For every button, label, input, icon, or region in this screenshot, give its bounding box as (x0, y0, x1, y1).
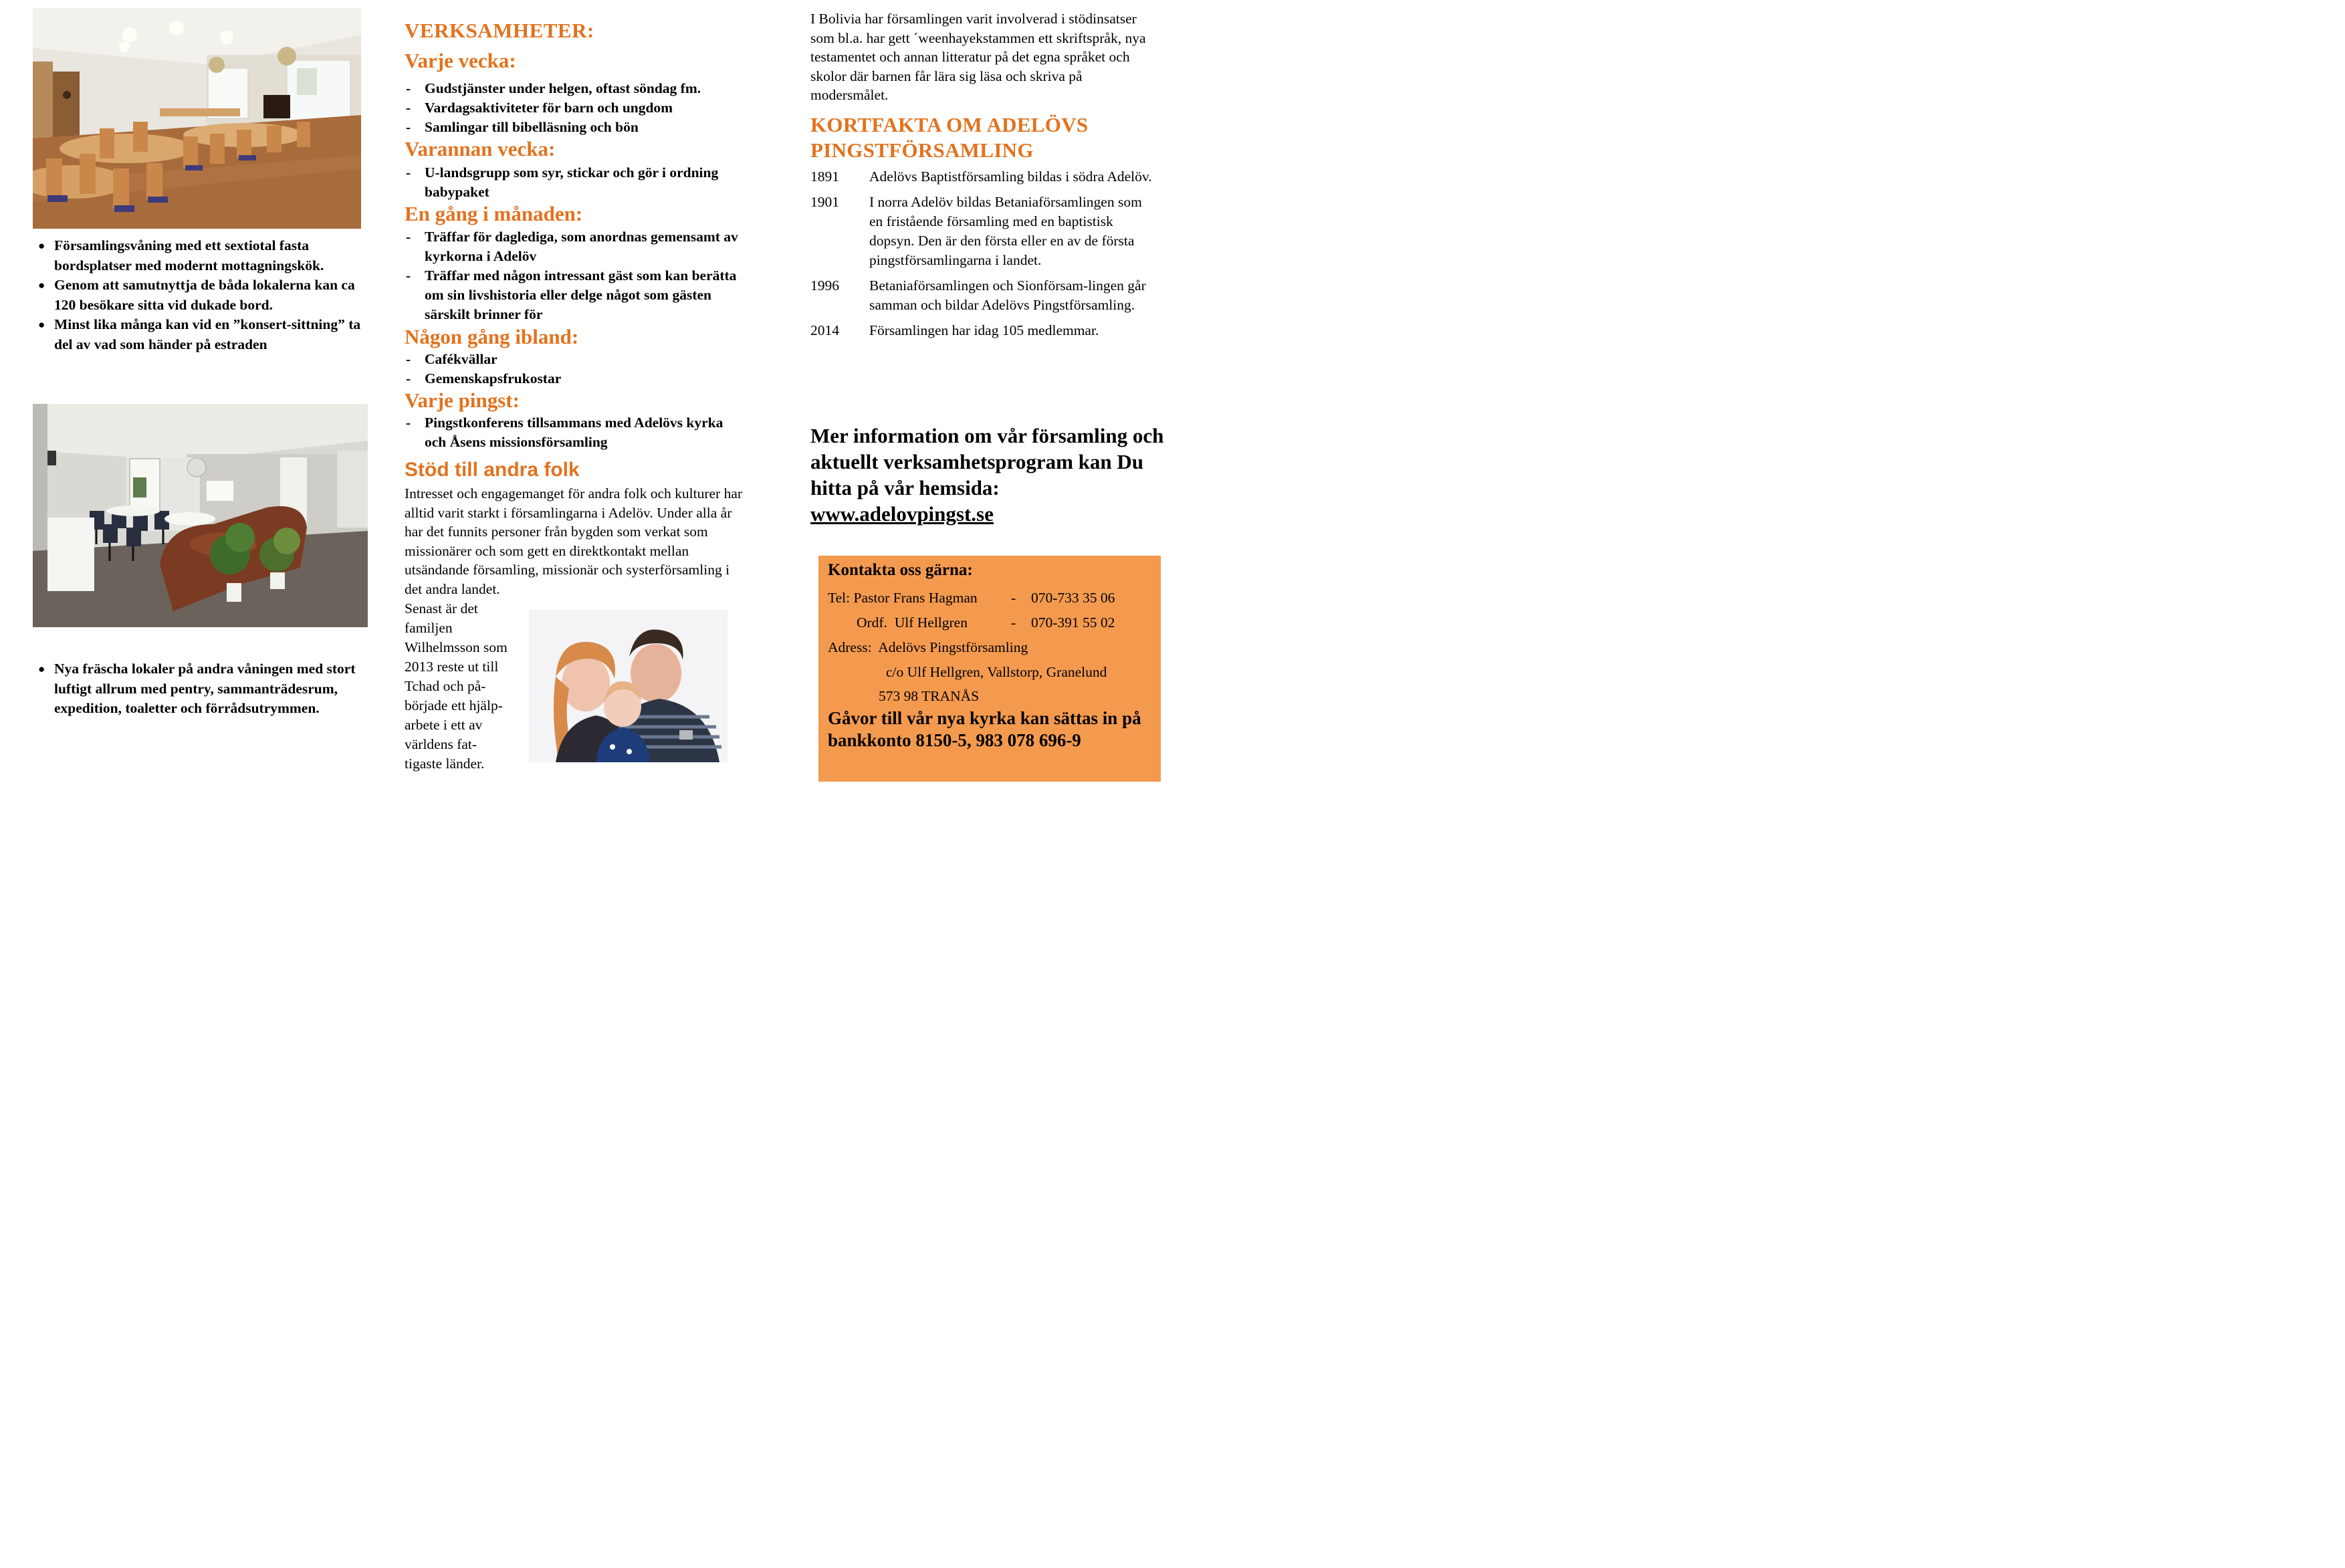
timeline-text: Församlingen har idag 105 medlemmar. (869, 322, 1099, 338)
section-title-monthly: En gång i månaden: (405, 202, 583, 225)
timeline-row (810, 167, 1158, 187)
timeline-year: 1891 (810, 169, 839, 185)
facts-heading-line2: PINGSTFÖRSAMLING (810, 138, 1034, 162)
narrow-paragraph-line: Senast är det (405, 600, 478, 617)
narrow-paragraph-line: Tchad och på- (405, 678, 486, 694)
wilhelmsson-paragraph (405, 599, 532, 774)
list-item: ● Nya fräscha lokaler på andra våningen med stort luftigt allrum med pentry, sammanträdesrum, expedition, toaletter och förrådsutrymmen. (38, 661, 356, 716)
list-item: ● Minst lika många kan vid en ”konsert-sittning” ta del av vad som händer på estraden (38, 316, 361, 352)
brochure-page (0, 0, 1173, 784)
support-heading: Stöd till andra folk (405, 459, 580, 481)
gift-info: Gåvor till vår nya kyrka kan sättas in på bankkonto 8150-5, 983 078 696-9 (828, 708, 1141, 750)
family-photo (529, 610, 728, 762)
narrow-paragraph-line: tigaste länder. (405, 756, 485, 772)
support-paragraph: Intresset och engagemanget för andra folk och kulturer har alltid varit starkt i församlingarna i Adelöv. Under alla år har det funnits personer från bygden som verkat som missionärer och som gett en direktkontakt mellan utsändande församling, missionär och systerförsamling i det andra landet. (405, 485, 743, 597)
timeline-year: 1901 (810, 194, 839, 210)
list-item: - U-landsgrupp som syr, stickar och gör i ordning babypaket (406, 164, 719, 200)
narrow-paragraph-line: började ett hjälp- (405, 697, 503, 713)
address-line3: 573 98 TRANÅS (879, 688, 980, 704)
section-title-pentecost: Varje pingst: (405, 388, 520, 412)
ordf-label: Ordf. Ulf Hellgren (857, 614, 968, 631)
section-title-weekly: Varje vecka: (405, 49, 516, 72)
narrow-paragraph-line: Wilhelmsson som (405, 639, 508, 655)
list-item: ● Församlingsvåning med ett sextiotal fasta bordsplatser med modernt mottagningskök. (38, 237, 324, 273)
address-line2: c/o Ulf Hellgren, Vallstorp, Granelund (886, 664, 1107, 680)
address-label: Adress: Adelövs Pingstförsamling (828, 639, 1028, 655)
bullet-icon: ● (38, 239, 45, 252)
timeline-text: Adelövs Baptistförsamling bildas i södra Adelöv. (869, 169, 1152, 185)
ordf-separator: - (1011, 614, 1016, 631)
tel-label: Tel: Pastor Frans Hagman (828, 590, 978, 606)
narrow-paragraph-line: familjen (405, 620, 453, 636)
list-item: ● Genom att samutnyttja de båda lokalerna kan ca 120 besökare sitta vid dukade bord. (38, 277, 355, 313)
tel-number[interactable]: 070-733 35 06 (1031, 590, 1115, 606)
timeline-row (810, 193, 1158, 270)
second-floor-features-list (34, 659, 375, 719)
timeline-year: 1996 (810, 277, 839, 294)
section-title-occasionally: Någon gång ibland: (405, 325, 579, 348)
more-info-text: Mer information om vår församling och aktuellt verksamhetsprogram kan Du hitta på vår hemsida: (810, 424, 1164, 499)
facts-heading-line1: KORTFAKTA OM ADELÖVS (810, 113, 1089, 136)
section-title-biweekly: Varannan vecka: (405, 137, 556, 160)
website-link[interactable]: www.adelovpingst.se (810, 502, 994, 526)
list-item: - Pingstkonferens tillsammans med Adelövs kyrka och Åsens missionsförsamling (406, 415, 723, 450)
bolivia-paragraph: I Bolivia har församlingen varit involverad i stödinsatser som bl.a. har gett ´weenhayekstammen ett skriftspråk, nya testamentet och annan litteratur på det egna språket och skolor där barnen får lära sig läsa och skriva på modersmålet. (810, 11, 1146, 103)
timeline-row (810, 321, 1158, 340)
weekly-list (405, 79, 752, 137)
occasional-list (405, 350, 739, 388)
ordf-number[interactable]: 070-391 55 02 (1031, 614, 1115, 631)
monthly-list (405, 227, 739, 324)
hall-features-list (34, 236, 368, 354)
lounge-photo (33, 404, 368, 627)
bullet-icon: ● (38, 318, 45, 331)
history-timeline (810, 167, 1158, 346)
list-item: - Cafékvällar (406, 351, 497, 367)
list-item: - Träffar för daglediga, som anordnas gemensamt av kyrkorna i Adelöv (406, 229, 738, 264)
bullet-icon: ● (38, 279, 45, 292)
timeline-text: I norra Adelöv bildas Betaniaförsamlingen som en fristående församling med en baptistisk dopsyn. Den är den första eller en av de första pingstförsamlingarna i landet. (869, 194, 1142, 268)
more-info-block (810, 423, 1171, 527)
list-item: - Gudstjänster under helgen, oftast söndag fm. (406, 80, 701, 96)
timeline-year: 2014 (810, 322, 839, 338)
pentecost-list (405, 413, 739, 452)
church-hall-photo (33, 8, 361, 229)
narrow-paragraph-line: 2013 reste ut till (405, 659, 499, 675)
narrow-paragraph-line: arbete i ett av (405, 717, 483, 733)
narrow-paragraph-line: världens fat- (405, 736, 477, 752)
activities-heading: VERKSAMHETER: (405, 19, 594, 42)
timeline-row (810, 276, 1158, 315)
biweekly-list (405, 163, 719, 202)
list-item: - Samlingar till bibelläsning och bön (406, 119, 639, 135)
tel-separator: - (1011, 590, 1016, 606)
contact-title: Kontakta oss gärna: (828, 561, 973, 579)
timeline-text: Betaniaförsamlingen och Sionförsam-lingen går samman och bildar Adelövs Pingstförsamling. (869, 277, 1146, 313)
facts-heading (810, 112, 1088, 163)
list-item: - Träffar med någon intressant gäst som kan berätta om sin livshistoria eller delge något som gästen särskilt brinner för (406, 267, 737, 322)
bullet-icon: ● (38, 663, 45, 675)
contact-box (818, 556, 1161, 782)
list-item: - Vardagsaktiviteter för barn och ungdom (406, 100, 673, 116)
list-item: - Gemenskapsfrukostar (406, 370, 562, 386)
